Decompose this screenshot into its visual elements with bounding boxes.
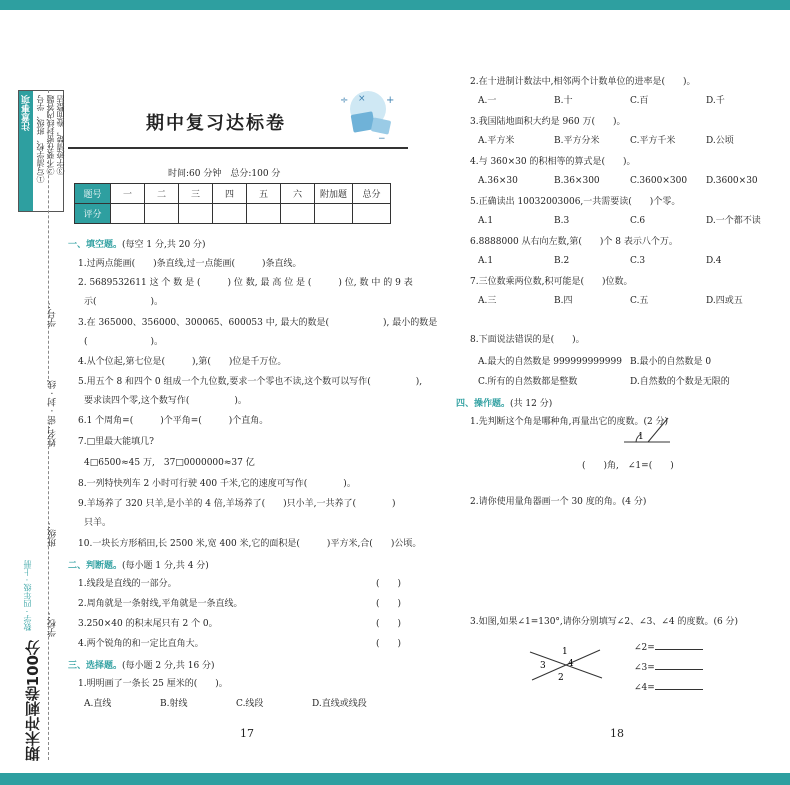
angle-label-2: 2 [558, 673, 564, 683]
section-2-heading: 二、判断题。(每小题 1 分,共 4 分) [68, 561, 209, 571]
math-deco-icon [330, 89, 400, 143]
choice-option[interactable]: D.四或五 [706, 296, 743, 306]
choice-option[interactable]: D.千 [706, 96, 725, 106]
choice-question: 7.三位数乘两位数,积可能是( )位数。 [470, 277, 633, 287]
fill-angle-3[interactable]: ∠3= [634, 662, 703, 674]
notice-item-2: ②不要在密封线内答题 [46, 95, 55, 175]
choice-option[interactable]: C.6 [630, 216, 646, 226]
choice-q1-d: D.直线或线段 [312, 699, 367, 709]
fill-q2: 2. 5689532611 这 个 数 是 ( ) 位 数, 最 高 位 是 ( ) 位, 数 中 的 9 表 [78, 278, 413, 288]
section-4-heading: 四、操作题。(共 12 分) [456, 399, 553, 409]
choice-question: 4.与 360×30 的积相等的算式是( )。 [470, 157, 636, 167]
fill-q9: 9.羊场养了 320 只羊,是小羊的 4 倍,羊场养了( )只小羊,一共养了( ) [78, 499, 396, 509]
fill-q4: 4.从个位起,第七位是( ),第( )位是千万位。 [78, 357, 287, 367]
fill-q3: 3.在 365000、356000、300065、600053 中, 最大的数是( ), 最小的数是 [78, 318, 438, 328]
choice-q1-a: A.直线 [84, 699, 112, 709]
page-number-left: 17 [240, 727, 254, 740]
fill-angle-2[interactable]: ∠2= [634, 642, 703, 654]
svg-text:×: × [358, 94, 366, 104]
angle-label-3: 3 [540, 661, 546, 671]
judge-paren: ( ) [376, 599, 402, 609]
choice-option[interactable]: C.3 [630, 256, 646, 266]
choice-question: 3.我国陆地面积大约是 960 万( )。 [470, 117, 626, 127]
notice-item-1: ①写清学校、班级、学号 [36, 95, 45, 183]
choice-option[interactable]: C.百 [630, 96, 649, 106]
judge-q2: 2.周角就是一条射线,平角就是一条直线。 [78, 599, 243, 609]
choice-option[interactable]: A.36×30 [478, 176, 518, 186]
fill-q6: 6.1 个周角=( )个平角=( )个直角。 [78, 416, 269, 426]
class-label: 班级： [48, 520, 58, 547]
choice-question: 5.正确读出 10032003006,一共需要读( )个零。 [470, 197, 681, 207]
choice-q1-b: B.射线 [160, 699, 188, 709]
choice-option[interactable]: A.1 [478, 216, 494, 226]
score-table [74, 183, 391, 224]
score-cell [111, 204, 145, 224]
fill-angle-4[interactable]: ∠4= [634, 682, 703, 694]
choice-question: 2.在十进制计数法中,相邻两个计数单位的进率是( )。 [470, 77, 696, 87]
judge-paren: ( ) [376, 619, 402, 629]
choice-option[interactable]: A.平方米 [478, 136, 515, 146]
choice-q8-a-visible: A.最大的自然数是 999999999999 [478, 357, 622, 367]
bottom-border [0, 773, 790, 785]
score-row-label: 评分 [75, 204, 111, 224]
score-cell [145, 204, 179, 224]
crossing-lines-figure [526, 640, 606, 688]
fill-q2-cont: 示( )。 [84, 297, 164, 307]
section-1-heading: 一、填空题。(每空 1 分,共 20 分) [68, 240, 206, 250]
seal-text: 密 · 封 · 线 [48, 380, 58, 425]
fill-q7: 7.□里最大能填几? [78, 437, 154, 447]
score-cell [315, 204, 353, 224]
choice-option[interactable]: B.四 [554, 296, 573, 306]
fill-q1: 1.过两点能画( )条直线,过一点能画( )条直线。 [78, 259, 302, 269]
choice-q8-d: D.自然数的个数是无限的 [630, 377, 730, 387]
choice-q8-b-visible: B.最小的自然数是 0 [630, 357, 712, 367]
choice-question: 6.8888000 从右向左数,第( )个 8 表示八个万。 [470, 237, 678, 247]
choice-option[interactable]: B.36×300 [554, 176, 600, 186]
judge-q4: 4.两个锐角的和一定比直角大。 [78, 639, 204, 649]
judge-paren: ( ) [376, 639, 402, 649]
angle-label-4: 4 [568, 659, 574, 669]
choice-q1-c: C.线段 [236, 699, 264, 709]
choice-option[interactable]: D.一个都不读 [706, 216, 761, 226]
op-q3: 3.如图,如果∠1=130°,请你分别填写∠2、∠3、∠4 的度数。(6 分) [470, 617, 739, 627]
score-cell [247, 204, 281, 224]
svg-text:÷: ÷ [340, 95, 349, 106]
score-col: 六 [281, 184, 315, 204]
choice-option[interactable]: A.一 [478, 96, 497, 106]
choice-q1: 1.明明画了一条长 25 厘米的( )。 [78, 679, 228, 689]
page-title: 期中复习达标卷 [146, 113, 286, 134]
fill-q10: 10.一块长方形稻田,长 2500 米,宽 400 米,它的面积是( )平方米,合( )公顷。 [78, 539, 422, 549]
op-q1: 1.先判断这个角是哪种角,再量出它的度数。(2 分) [470, 417, 669, 427]
fill-q5: 5.用五个 8 和四个 0 组成一个九位数,要求一个零也不读,这个数可以写作( ), [78, 377, 423, 387]
page-number-right: 18 [610, 727, 624, 740]
choice-option[interactable]: C.平方千米 [630, 136, 676, 146]
book-info: 数学 · 四年级 · 上册 [23, 560, 32, 632]
choice-option[interactable]: D.公顷 [706, 136, 734, 146]
title-underline [68, 147, 408, 149]
choice-option[interactable]: A.三 [478, 296, 497, 306]
title-area [68, 95, 408, 147]
fill-q9-cont: 只羊。 [84, 518, 112, 528]
score-cell [281, 204, 315, 224]
score-col: 二 [145, 184, 179, 204]
obtuse-angle-figure [600, 412, 680, 452]
choice-option[interactable]: D.4 [706, 256, 722, 266]
score-col: 三 [179, 184, 213, 204]
student-id-label: 学号： [48, 300, 58, 327]
section-3-heading: 三、选择题。(每小题 2 分,共 16 分) [68, 661, 215, 671]
choice-option[interactable]: B.2 [554, 256, 570, 266]
fill-q5-cont: 要求读四个零,这个数写作( )。 [84, 396, 247, 406]
score-col: 四 [213, 184, 247, 204]
choice-q8-c: C.所有的自然数都是整数 [478, 377, 578, 387]
school-label: 学校： [48, 610, 58, 637]
exam-info: 时间:60 分钟 总分:100 分 [168, 169, 281, 179]
svg-text:−: − [378, 134, 386, 143]
op-q2: 2.请你使用量角器画一个 30 度的角。(4 分) [470, 497, 647, 507]
notice-title: 注意事项 [22, 95, 32, 131]
score-col: 一 [111, 184, 145, 204]
fill-q3-cont: ( )。 [84, 337, 164, 347]
notice-item-3: ③字迹清楚，卷面整洁 [56, 95, 65, 175]
choice-option[interactable]: B.十 [554, 96, 573, 106]
op-q1-answer: ( )角, ∠1=( ) [582, 461, 674, 471]
score-cell [213, 204, 247, 224]
top-border [0, 0, 790, 10]
series-title: 期末冲刺卷100分 [24, 640, 42, 762]
score-col: 总分 [353, 184, 391, 204]
choice-q8: 8.下面说法错误的是( )。 [470, 335, 585, 345]
judge-q3: 3.250×40 的积末尾只有 2 个 0。 [78, 619, 218, 629]
score-col: 五 [247, 184, 281, 204]
notice-box [18, 90, 64, 212]
fill-q7-items: 4□6500≈45 万, 37□0000000≈37 亿 [84, 458, 255, 468]
name-label: 姓名： [48, 420, 58, 447]
choice-option[interactable]: B.3 [554, 216, 570, 226]
choice-option[interactable]: A.1 [478, 256, 494, 266]
svg-text:+: + [386, 95, 395, 106]
choice-option[interactable]: C.五 [630, 296, 649, 306]
judge-paren: ( ) [376, 579, 402, 589]
fill-q8: 8.一列特快列车 2 小时可行驶 400 千米,它的速度可写作( )。 [78, 479, 356, 489]
score-col: 附加题 [315, 184, 353, 204]
angle-1-label: 1 [638, 432, 644, 442]
score-header-label: 题号 [75, 184, 111, 204]
choice-option[interactable]: D.3600×30 [706, 176, 758, 186]
score-cell [179, 204, 213, 224]
choice-option[interactable]: C.3600×300 [630, 176, 688, 186]
angle-label-1: 1 [562, 647, 568, 657]
choice-option[interactable]: B.平方分米 [554, 136, 600, 146]
score-cell [353, 204, 391, 224]
judge-q1: 1.线段是直线的一部分。 [78, 579, 177, 589]
